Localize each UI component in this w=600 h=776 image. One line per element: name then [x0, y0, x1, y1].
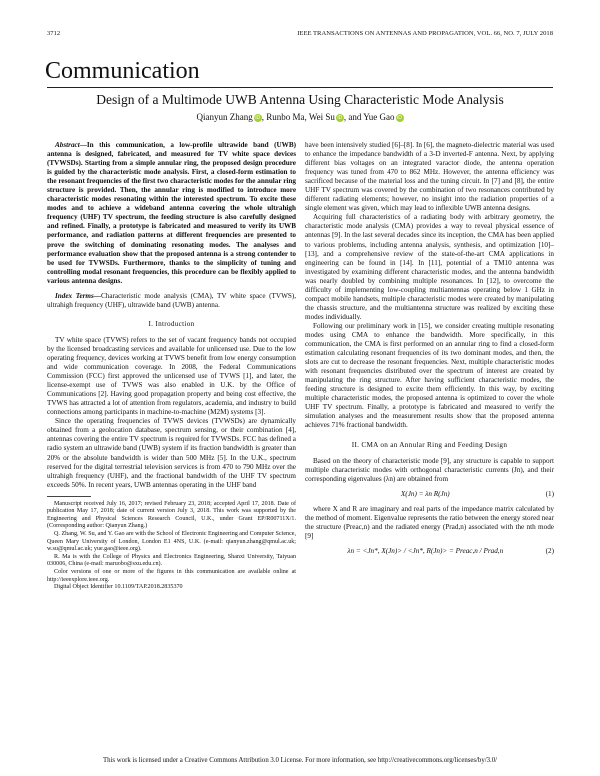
abstract-label: Abstract—: [55, 141, 87, 149]
footnote-doi: Digital Object Identifier 10.1109/TAP.2018.2835370: [54, 584, 183, 591]
paragraph: Based on the theory of characteristic mode [9], any structure is capable to support multiple characteristic modes with orthogonal characteristic currents (Jn), and their corresponding eigenvalues (λn) are obtained from: [305, 456, 554, 483]
equation-1: [305, 490, 554, 499]
equation-2: [305, 547, 554, 556]
right-column: [305, 141, 554, 562]
license-footer: This work is licensed under a Creative Commons Attribution 3.0 License. For more information, see http://creativecommons.org/licenses/by/3.0/: [102, 757, 498, 764]
paragraph: Acquiring full characteristics of a radiating body with arbitrary geometry, the characteristic mode analysis (CMA) provides a way to reveal physical essence of antennas [9]. In the last several decades since its inception, the CMA has been applied to various problems, including antenna analysis, synthesis, and optimization [10]–[13], and a comprehensive review of the state-of-the-art CMA applications in engineering can be found in [14]. In [11], potential of a TM10 antenna was investigated by examining different characteristic modes, and the antenna bandwidth was nearly doubled by combining multiple resonances. In [12], to overcome the difficulty of implementing low-coupling multiantennas operating below 1 GHz in compact mobile handsets, multiple characteristic modes were created by manipulating the chassis structure, and the multiantenna structure was realized by exciting these modes individually.: [305, 213, 554, 321]
abstract: [47, 141, 296, 286]
journal-header: IEEE TRANSACTIONS ON ANTENNAS AND PROPAGATION, VOL. 66, NO. 7, JULY 2018: [297, 30, 553, 37]
equation-1-body: X(Jn) = λn R(Jn): [400, 489, 450, 498]
index-terms-text: Characteristic mode analysis (CMA), TV white space (TVWS), ultrahigh frequency (UHF), ultrawide band (UWB) antenna.: [47, 291, 297, 309]
equation-1-number: (1): [545, 489, 554, 498]
author-line: Qianyun Zhang iD , Runbo Ma, Wei Su iD , and Yue Gao iD: [196, 112, 402, 122]
equation-2-body: λn = <Jn*, X(Jn)> / <Jn*, R(Jn)> = Preac,n / Prad,n: [347, 546, 504, 555]
author-1: Qianyun Zhang: [196, 112, 253, 122]
paragraph: have been intensively studied [6]–[8]. In [6], the magneto-dielectric material was used to enhance the impedance bandwidth of a 3-D inverted-F antenna. Next, by applying different bias voltages on an integrated varactor diode, the antenna operation frequency was tuned from 470 to 862 MHz. However, the antenna efficiency was sacrificed because of the material loss and the tuning circuit. In [7] and [8], the entire UHF TV spectrum was covered by the combination of two resonances contributed by different radiating elements; however, no insight into the radiation properties of a single element was given, which may lead to inflexible UWB antenna designs.: [305, 141, 554, 213]
paragraph: Since the operating frequencies of TVWS devices (TVWSDs) are dynamically obtained from a geolocation database, spectrum sensing, or their combination [4], antennas covering the entire TV spectrum is required for TVWSDs. FCC has defined a radio system an ultrawide band (UWB) system if its fraction bandwidth is greater than 20% or the absolute bandwidth is wider than 500 MHz [5]. In the U.K., spectrum reserved for the digital terrestrial television services is from 470 to 790 MHz over the ultrahigh frequency (UHF), and the fractional bandwidth of the UHF TV spectrum exceeds 50%. In recent years, UWB antennas operating in the UHF band: [47, 417, 296, 489]
paragraph: where X and R are imaginary and real parts of the impedance matrix calculated by the method of moment. Eigenvalue represents the ratio between the energy stored near the structure (Preac,n) and the radiated energy (Prad,n) associated with the nth mode [9]: [305, 504, 554, 540]
index-terms: [47, 292, 296, 310]
footnote-rule: [47, 496, 91, 497]
author-2-3: Runbo Ma, Wei Su: [266, 112, 335, 122]
section-label: Communication: [45, 58, 200, 84]
paper-title: Design of a Multimode UWB Antenna Using Characteristic Mode Analysis: [96, 92, 504, 107]
left-column: [47, 141, 296, 592]
footnote-affiliation-1: Q. Zhang, W. Su, and Y. Gao are with the School of Electronic Engineering and Computer Science, Queen Mary University of London, London E1 4NS, U.K. (e-mail: qianyun.zhang@qmul.ac.uk; w.su@qmul.ac.uk; yue.gao@ieee.org).: [47, 531, 296, 553]
section-heading-cma: II. CMA on an Annular Ring and Feeding Design: [351, 440, 508, 449]
section-heading-intro: I. Introduction: [148, 319, 195, 328]
orcid-icon[interactable]: iD: [255, 115, 261, 121]
author-4: and Yue Gao: [348, 112, 395, 122]
paragraph: TV white space (TVWS) refers to the set of vacant frequency bands not occupied by the licensed broadcasting services and available for unlicensed use. Due to the low operating frequency, devices working at TVWS benefit from low energy consumption and wide communication coverage. In 2008, the Federal Communications Commission (FCC) first approved the unlicensed use of TVWS [1], and later, the license-exempt use of TVWS was also enabled in U.K. by the Office of Communications [2]. Having good propagation property and being cost effective, the TVWS has attracted a lot of attention from regulators, academia, and industry to build connections among participants in machine-to-machine (M2M) systems [3].: [47, 335, 296, 417]
paragraph: Following our preliminary work in [15], we consider creating multiple resonating modes using CMA to enhance the bandwidth. More specifically, in this communication, the CMA is first performed on an annular ring to find a closed-form estimation calculating resonant frequencies of its two dominant modes, and then, the slots are cut to decrease the resonant frequencies. Next, multiple characteristic modes with resonant frequencies distributed over the spectrum of interest are created by manipulating the ring structure. After having sufficient characteristic modes, the feeding structure is designed to excite them efficiently. In this way, by exciting multiple characteristic modes, the proposed antenna is optimized to cover the whole UHF TV spectrum. Finally, a prototype is fabricated and measured to verify the simulation analyses and the measurement results show that the proposed antenna achieves 71% fractional bandwidth.: [305, 321, 554, 430]
orcid-icon[interactable]: iD: [397, 115, 402, 121]
title-rule: [47, 87, 553, 88]
orcid-icon[interactable]: iD: [337, 115, 343, 121]
footnote-color: Color versions of one or more of the figures in this communication are available online at http://ieeexplore.ieee.org.: [47, 569, 296, 583]
page-number: 3712: [47, 30, 61, 37]
footnotes: [47, 501, 296, 592]
footnote-affiliation-2: R. Ma is with the College of Physics and Electronics Engineering, Shanxi University, Taiyuan 030006, China (e-mail: maruobo@sxu.edu.cn).: [47, 553, 296, 568]
abstract-text: In this communication, a low-profile ultrawide band (UWB) antenna is designed, fabricated, and measured for TV white space devices (TVWSDs). Starting from a simple annular ring, the proposed design procedure is guided by the characteristic mode analysis. First, a closed-form estimation to the resonant frequencies of the first two characteristic modes for the annular ring structure is provided. Then, the annular ring is modified to introduce more characteristic modes resonating within the interested spectrum. To excite these modes and to achieve a wideband antenna covering the whole ultrahigh frequency (UHF) TV spectrum, the feeding structure is also carefully designed and refined. Finally, a prototype is fabricated and measured to verify its UWB performance, and radiation patterns at different frequencies are presented to prove the switching of dominating resonating modes. The analyses and performance evaluation show that the proposed antenna is a strong contender to be used for TVWSDs. Furthermore, thanks to the simplicity of tuning and controlling modal resonant frequencies, this procedure can be flexibly applied to various antenna designs.: [47, 141, 296, 285]
equation-2-number: (2): [545, 546, 554, 555]
footnote-manuscript: Manuscript received July 16, 2017; revised February 23, 2018; accepted April 17, 2018. Date of publication May 17, 2018; date of current version July 3, 2018. This work was supported by the Engineering and Physical Sciences Research Council, U.K., under Grant EP/R00711X/1. (Corresponding author: Qianyun Zhang.): [47, 500, 296, 530]
index-terms-label: Index Terms—: [55, 291, 101, 300]
